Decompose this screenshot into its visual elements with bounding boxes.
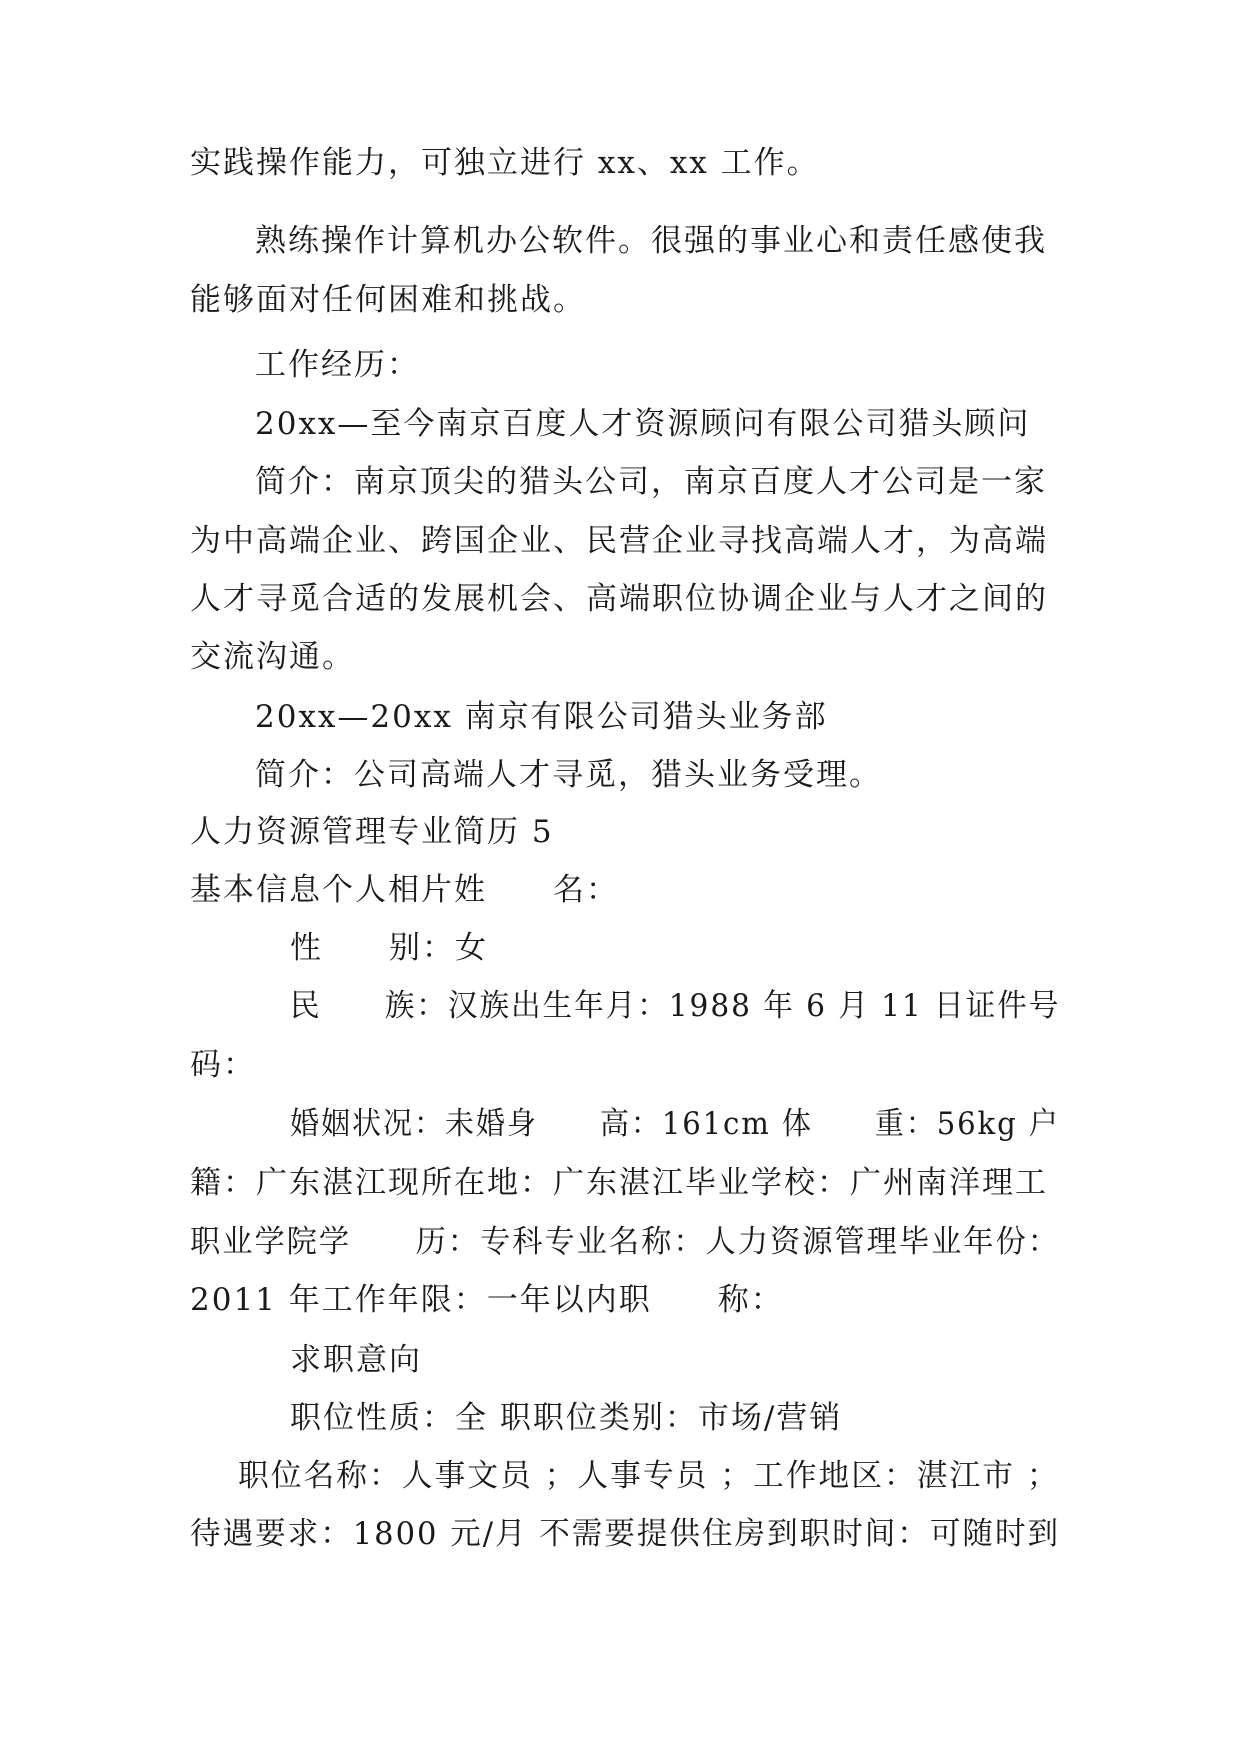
text-line: 码：	[190, 1047, 256, 1083]
text-line: 2011 年工作年限：一年以内职 称：	[190, 1282, 784, 1318]
text-line: 能够面对任何困难和挑战。	[190, 282, 586, 318]
text-line: 20xx—20xx 南京有限公司猎头业务部	[255, 699, 828, 735]
text-line: 民 族：汉族出生年月：1988 年 6 月 11 日证件号	[290, 988, 1061, 1024]
text-line: 为中高端企业、跨国企业、民营企业寻找高端人才，为高端	[190, 523, 1048, 559]
resume-title: 人力资源管理专业简历 5	[190, 814, 554, 850]
text-line: 简介：南京顶尖的猎头公司，南京百度人才公司是一家	[255, 464, 1047, 500]
section-heading: 工作经历：	[255, 347, 420, 383]
text-line: 籍：广东湛江现所在地：广东湛江毕业学校：广州南洋理工	[190, 1165, 1048, 1201]
text-line: 熟练操作计算机办公软件。很强的事业心和责任感使我	[255, 223, 1047, 259]
text-line: 职位名称：人事文员 ；人事专员 ；工作地区：湛江市 ；	[238, 1458, 1060, 1494]
text-line: 简介：公司高端人才寻觅，猎头业务受理。	[255, 757, 882, 793]
text-line: 职业学院学 历：专科专业名称：人力资源管理毕业年份：	[190, 1224, 1060, 1260]
text-line: 人才寻觅合适的发展机会、高端职位协调企业与人才之间的	[190, 581, 1048, 617]
section-heading: 求职意向	[290, 1342, 422, 1378]
text-line: 职位性质：全 职职位类别：市场/营销	[290, 1400, 843, 1436]
text-line: 交流沟通。	[190, 639, 355, 675]
text-line: 性 别：女	[290, 930, 488, 966]
text-line: 待遇要求：1800 元/月 不需要提供住房到职时间：可随时到	[190, 1516, 1061, 1552]
text-line: 实践操作能力，可独立进行 xx、xx 工作。	[190, 145, 820, 181]
text-line: 20xx—至今南京百度人才资源顾问有限公司猎头顾问	[255, 406, 1031, 442]
text-line: 基本信息个人相片姓 名：	[190, 872, 619, 908]
text-line: 婚姻状况：未婚身 高：161cm 体 重：56kg 户	[290, 1106, 1060, 1142]
